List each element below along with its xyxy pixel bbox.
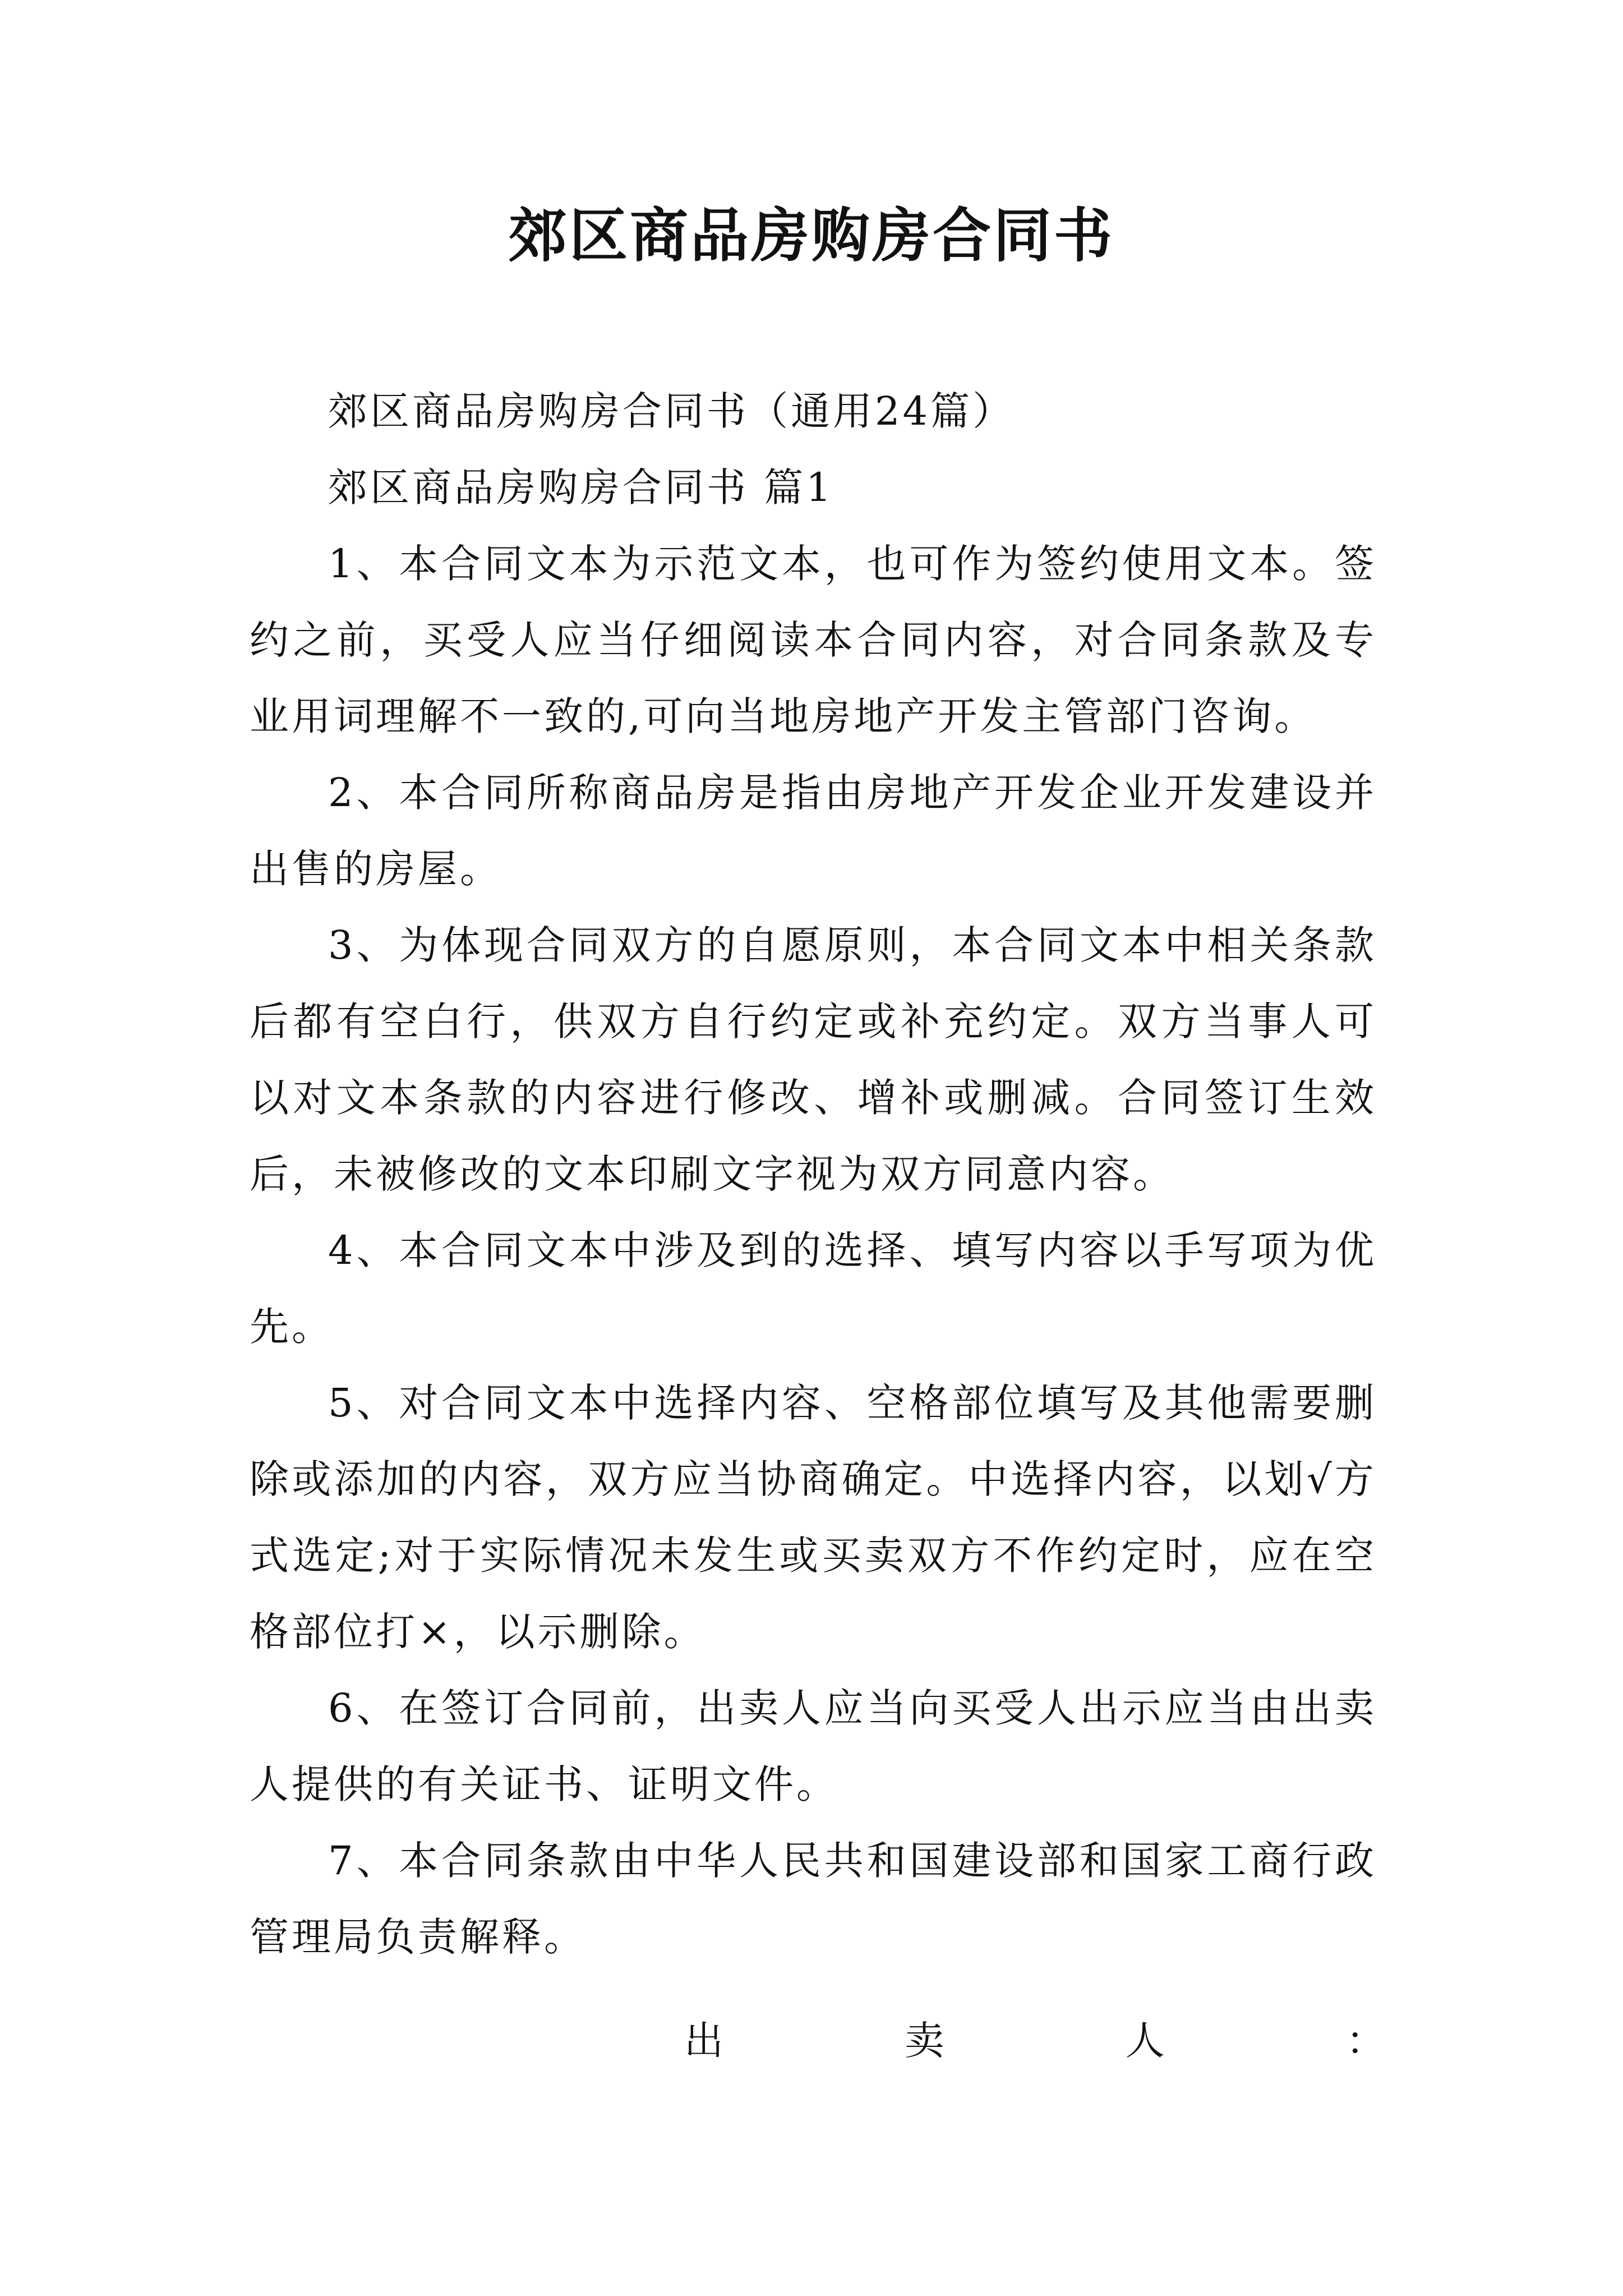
paragraph-clause-5: 5、对合同文本中选择内容、空格部位填写及其他需要删除或添加的内容，双方应当协商确定。中选择内容，以划√方式选定;对于实际情况未发生或买卖双方不作约定时，应在空格部位打×，以示删除。 (250, 1380, 1377, 1655)
seller-signature-label (684, 2003, 1385, 2079)
paragraph-clause-4: 4、本合同文本中涉及到的选择、填写内容以手写项为优先。 (250, 1227, 1377, 1350)
document-title: 郊区商品房购房合同书 (508, 201, 1114, 270)
paragraph-clause-2: 2、本合同所称商品房是指由房地产开发企业开发建设并出售的房屋。 (250, 770, 1377, 892)
paragraph-section-heading: 郊区商品房购房合同书 篇1 (328, 464, 834, 510)
paragraph-clause-6: 6、在签订合同前，出卖人应当向买受人出示应当由出卖人提供的有关证书、证明文件。 (250, 1685, 1377, 1807)
paragraph-clause-7: 7、本合同条款由中华人民共和国建设部和国家工商行政管理局负责解释。 (250, 1838, 1377, 1960)
seller-label-char: 卖 (905, 2018, 944, 2064)
seller-label-colon: ： (1345, 2018, 1385, 2064)
paragraph-clause-1: 1、本合同文本为示范文本，也可作为签约使用文本。签约之前，买受人应当仔细阅读本合同内容，对合同条款及专业用词理解不一致的,可向当地房地产开发主管部门咨询。 (250, 541, 1377, 739)
paragraph-subtitle: 郊区商品房购房合同书（通用24篇） (328, 388, 1015, 434)
paragraph-clause-3: 3、为体现合同双方的自愿原则，本合同文本中相关条款后都有空白行，供双方自行约定或补充约定。双方当事人可以对文本条款的内容进行修改、增补或删减。合同签订生效后，未被修改的文本印刷文字视为双方同意内容。 (250, 922, 1377, 1197)
document-body (250, 373, 1377, 1975)
seller-label-char: 出 (684, 2018, 723, 2064)
seller-label-char: 人 (1125, 2018, 1165, 2064)
